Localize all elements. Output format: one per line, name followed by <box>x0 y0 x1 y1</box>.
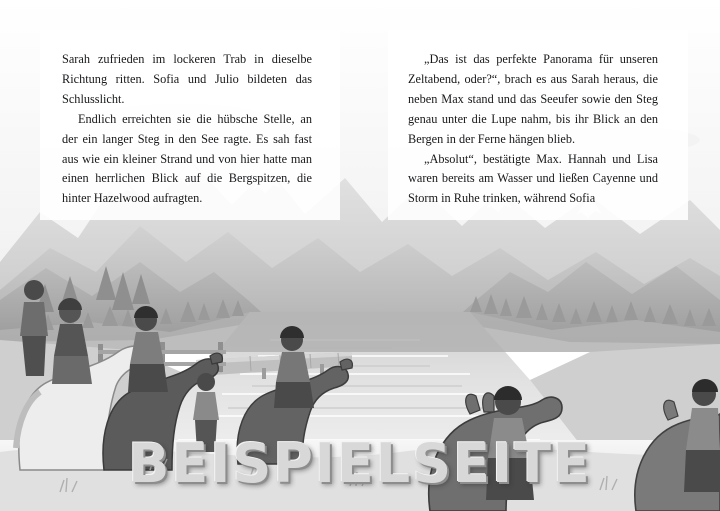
text-column-left <box>62 50 312 209</box>
paragraph: Endlich erreichten sie die hübsche Stelle, an der ein langer Steg in den See ragte. Es sah fast aus wie ein kleiner Strand und von hier hatte man einen herrlichen Blick auf die Bergspitzen, die hinter Hazelwood aufragten. <box>62 111 312 206</box>
paragraph: „Absolut“, bestätigte Max. Hannah und Lisa waren bereits am Wasser und ließen Cayenne und Storm in Ruhe trinken, während Sofia <box>408 151 658 206</box>
text-column-right <box>408 50 658 209</box>
sample-page-watermark: BEISPIELSEITE <box>128 432 592 495</box>
paragraph: Sarah zufrieden im lockeren Trab in dieselbe Richtung ritten. Sofia und Julio bildeten das Schlusslicht. <box>62 52 312 106</box>
paragraph: „Das ist das perfekte Panorama für unseren Zeltabend, oder?“, brach es aus Sarah heraus, die neben Max stand und das Seeufer sowie den Steg genau unter die Lupe nahm, bis ihr Blick an den Bergen in der Ferne hängen blieb. <box>408 52 658 146</box>
